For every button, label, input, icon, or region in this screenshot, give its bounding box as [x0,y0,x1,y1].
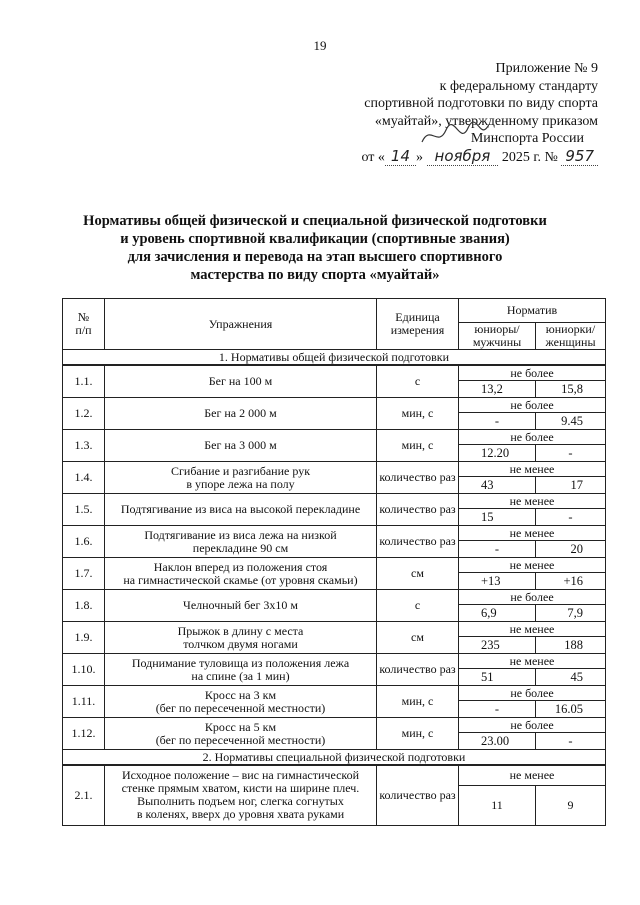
row-unit: мин, с [377,430,459,462]
row-unit: мин, с [377,686,459,718]
row-number: 1.1. [63,365,105,398]
row-exercise [105,398,377,430]
row-standard: не более [459,398,606,413]
row-number: 1.3. [63,430,105,462]
row-exercise [105,590,377,622]
document-title [80,212,550,284]
row-standard: не более [459,590,606,605]
row-standard: не менее [459,526,606,541]
value-men: 235 [459,637,536,654]
row-standard: не менее [459,494,606,509]
value-women: 45 [536,669,606,686]
row-standard: не менее [459,622,606,637]
row-unit: количество раз [377,654,459,686]
table-row [63,558,606,573]
header-num: № п/п [63,299,105,350]
row-number: 1.2. [63,398,105,430]
value-women: 188 [536,637,606,654]
row-standard: не менее [459,654,606,669]
row-number: 1.9. [63,622,105,654]
order-year: 2025 г. № [501,149,558,165]
table-row [63,622,606,637]
header-row [63,299,606,323]
value-women: 7,9 [536,605,606,622]
row-exercise-line-1: Челночный бег 3х10 м [183,598,298,612]
row-exercise-line-2: перекладине 90 см [192,540,289,555]
value-men: +13 [459,573,536,590]
row-number: 2.1. [63,765,105,825]
row-exercise [105,622,377,654]
row-exercise-line-1: Прыжок в длину с места [177,623,304,638]
row-exercise [105,558,377,590]
row-number: 1.8. [63,590,105,622]
value-women: 20 [536,541,606,558]
row-exercise [105,430,377,462]
value-women: 15,8 [536,381,606,398]
value-men: 51 [459,669,536,686]
table-row [63,494,606,509]
row-exercise-line-1: Сгибание и разгибание рук [170,463,311,478]
row-exercise [105,686,377,718]
row-standard: не менее [459,558,606,573]
table-row [63,430,606,445]
section-header [63,750,606,766]
row-exercise-line-2: (бег по пересеченной местности) [155,700,326,715]
row-number: 1.4. [63,462,105,494]
table-row [63,686,606,701]
value-men: 6,9 [459,605,536,622]
value-men: - [459,413,536,430]
order-prefix: от « [361,149,385,165]
row-exercise-line-2: на гимнастической скамье (от уровня скамьи) [123,572,358,587]
row-exercise-line-1: Подтягивание из виса лежа на низкой [144,527,337,542]
section-1-title: 1. Нормативы общей физической подготовки [63,350,606,366]
row-exercise-line-2: (бег по пересеченной местности) [155,732,326,747]
row-number: 1.5. [63,494,105,526]
row-exercise-line-1: Кросс на 3 км [204,687,277,702]
row-number: 1.6. [63,526,105,558]
header-women: юниорки/ женщины [536,323,606,350]
value-women: 9.45 [536,413,606,430]
value-men: - [459,701,536,718]
row-exercise-line-1: Бег на 3 000 м [204,438,277,452]
order-day: 14 [385,147,416,166]
value-men: 11 [459,785,536,825]
section-header [63,350,606,366]
row-exercise-line-1: Кросс на 5 км [204,719,277,734]
section-2-title: 2. Нормативы специальной физической подготовки [63,750,606,766]
row-unit: мин, с [377,718,459,750]
row-exercise-line-1: Бег на 100 м [208,374,273,388]
table-row [63,462,606,477]
row-exercise [105,526,377,558]
row-exercise-line-1: Бег на 2 000 м [204,406,277,420]
row-unit: количество раз [377,526,459,558]
row-number: 1.10. [63,654,105,686]
title-line-3: для зачисления и перевода на этап высшего спортивного [127,249,503,265]
table-row [63,765,606,785]
row-unit: мин, с [377,398,459,430]
order-mid: » [416,149,424,165]
title-line-1: Нормативы общей физической и специальной физической подготовки [83,213,547,229]
row-exercise-line-2: на спине (за 1 мин) [191,668,290,683]
value-men: 15 [459,509,536,526]
annex-line-5: Минспорта России [470,131,584,146]
value-women: - [536,445,606,462]
row-standard: не более [459,686,606,701]
section-1-rows [63,365,606,750]
title-line-2: и уровень спортивной квалификации (спортивные звания) [120,231,510,247]
header-unit: Единица измерения [377,299,459,350]
row-exercise [105,654,377,686]
header-norm: Норматив [459,299,606,323]
row-number: 1.11. [63,686,105,718]
title-line-4: мастерства по виду спорта «муайтай» [190,267,440,283]
row-standard: не более [459,430,606,445]
row-standard: не менее [459,765,606,785]
value-women: - [536,733,606,750]
annex-line-1: Приложение № 9 [495,61,598,76]
value-men: 13,2 [459,381,536,398]
row-standard: не более [459,718,606,733]
order-month: ноября [427,147,499,166]
table-row [63,654,606,669]
row-unit: с [377,590,459,622]
row-standard: не менее [459,462,606,477]
table-row [63,590,606,605]
row-number: 1.12. [63,718,105,750]
row-exercise [105,365,377,398]
value-men: 12.20 [459,445,536,462]
row-unit: см [377,622,459,654]
page-number: 19 [313,38,327,53]
row-exercise-line-1: Подтягивание из виса на высокой перекладине [120,502,361,516]
annex-line-2: к федеральному стандарту [439,78,598,94]
header-men: юниоры/ мужчины [459,323,536,350]
table-row [63,526,606,541]
annex-line-3: спортивной подготовки по виду спорта [364,96,598,111]
row-number: 1.7. [63,558,105,590]
value-men: 43 [459,477,536,494]
row-exercise [105,462,377,494]
annex-header [318,60,598,166]
annex-line-4: «муайтай», утвержденному приказом [374,113,598,129]
value-women: 9 [536,785,606,825]
header-exercises: Упражнения [105,299,377,350]
value-women: - [536,509,606,526]
table-row [63,718,606,733]
value-men: 23.00 [459,733,536,750]
order-line [318,148,598,167]
standards-table [62,298,606,826]
row-exercise-line-2: толчком двумя ногами [183,636,298,651]
row-unit: количество раз [377,494,459,526]
row-unit: количество раз [377,462,459,494]
row-unit: с [377,365,459,398]
table-row [63,365,606,381]
row-exercise-line-1: Поднимание туловища из положения лежа [131,655,350,670]
value-men: - [459,541,536,558]
signature-icon [420,120,490,150]
value-women: 16.05 [536,701,606,718]
order-number: 957 [561,147,598,166]
row-unit: количество раз [377,765,459,825]
row-standard: не более [459,365,606,381]
value-women: 17 [536,477,606,494]
row-exercise-line-1: Наклон вперед из положения стоя [153,559,328,574]
row-exercise-line-2: в упоре лежа на полу [186,476,295,491]
table-row [63,398,606,413]
row-unit: см [377,558,459,590]
row-exercise [105,494,377,526]
row-exercise [105,718,377,750]
value-women: +16 [536,573,606,590]
row-exercise: Исходное положение – вис на гимнастической стенке прямым хватом, кисти на ширине плеч. Выполнить подъем ног, слегка согнутых в коленях, вверх до уровня хвата руками [105,765,377,825]
